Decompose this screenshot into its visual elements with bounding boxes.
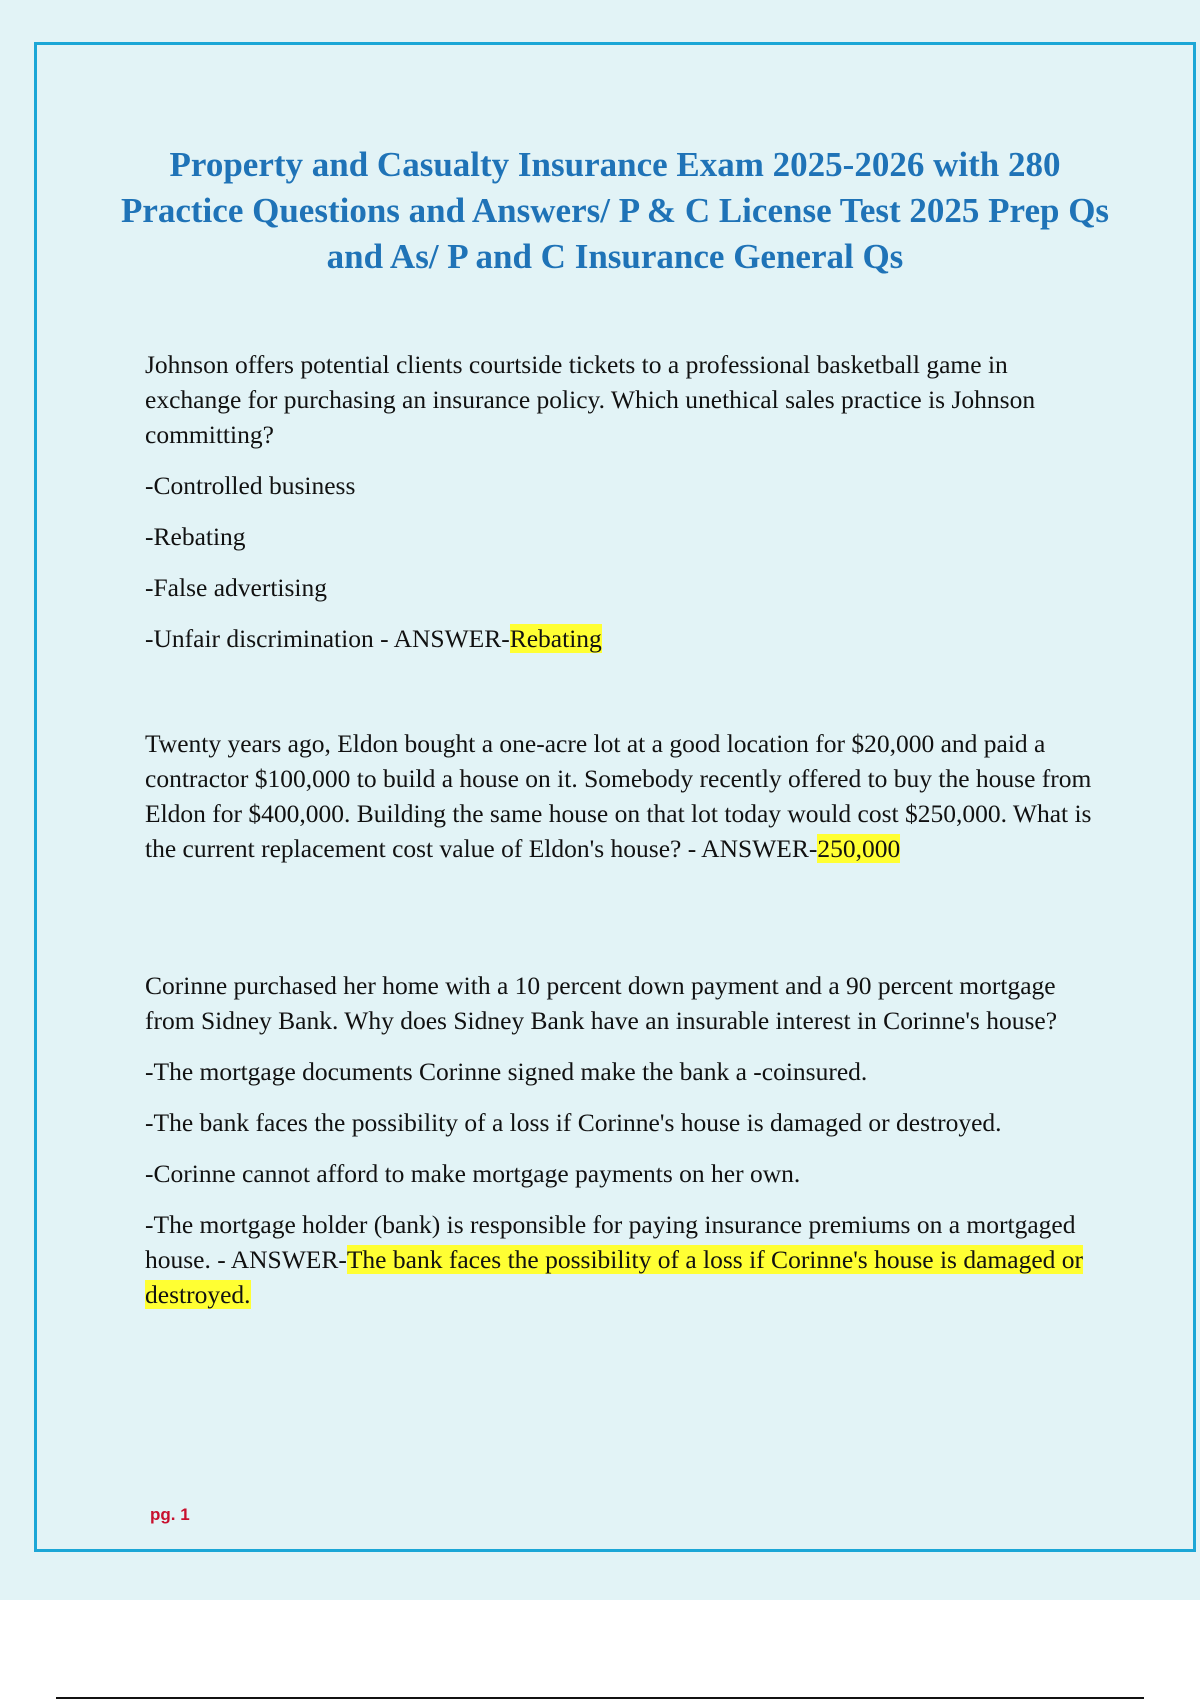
question-1: [145, 347, 1095, 672]
question-3-answer: The bank faces the possibility of a loss if Corinne's house is damaged or destroyed.: [145, 1245, 1084, 1309]
question-3-stem: Corinne purchased her home with a 10 percent down payment and a 90 percent mortgage from Sidney Bank. Why does Sidney Bank have an insurable interest in Corinne's house?: [145, 971, 1058, 1035]
question-3-option-4-text: -The mortgage holder (bank) is responsible for paying insurance premiums on a mortgaged house. - ANSWER-: [145, 1210, 1076, 1274]
page-number: pg. 1: [150, 1505, 190, 1524]
question-3-option-4: [145, 1207, 1095, 1312]
question-1-option-4: [145, 621, 1095, 656]
question-3: [145, 968, 1095, 1328]
question-1-stem: Johnson offers potential clients courtside tickets to a professional basketball game in exchange for purchasing an insurance policy. Which unethical sales practice is Johnson committing?: [145, 350, 1036, 449]
question-2-stem: [145, 726, 1095, 866]
question-2-stem-text: Twenty years ago, Eldon bought a one-acre lot at a good location for $20,000 and paid a contractor $100,000 to build a house on it. Somebody recently offered to buy the house from Eldon for $400,000. Building the same house on that lot today would cost $250,000. What is the current replacement cost value of Eldon's house? - ANSWER-: [145, 729, 1092, 863]
question-2: [145, 726, 1095, 882]
question-1-answer: Rebating: [509, 624, 602, 653]
question-3-option-3: -Corinne cannot afford to make mortgage payments on her own.: [145, 1159, 801, 1188]
question-2-answer: 250,000: [817, 834, 901, 863]
question-3-option-2: -The bank faces the possibility of a loss if Corinne's house is damaged or destroyed.: [145, 1108, 1002, 1137]
bottom-divider: [56, 1697, 1144, 1699]
question-1-option-1: -Controlled business: [145, 471, 356, 500]
document-title: Property and Casualty Insurance Exam 2025-2026 with 280 Practice Questions and Answers/ P & C License Test 2025 Prep Qs and As/ P and C Insurance General Qs: [120, 145, 1110, 276]
question-3-option-1: -The mortgage documents Corinne signed make the bank a -coinsured.: [145, 1057, 868, 1086]
question-1-option-3: -False advertising: [145, 573, 327, 602]
question-1-option-2: -Rebating: [145, 522, 246, 551]
question-1-option-4-text: -Unfair discrimination - ANSWER-: [145, 624, 510, 653]
